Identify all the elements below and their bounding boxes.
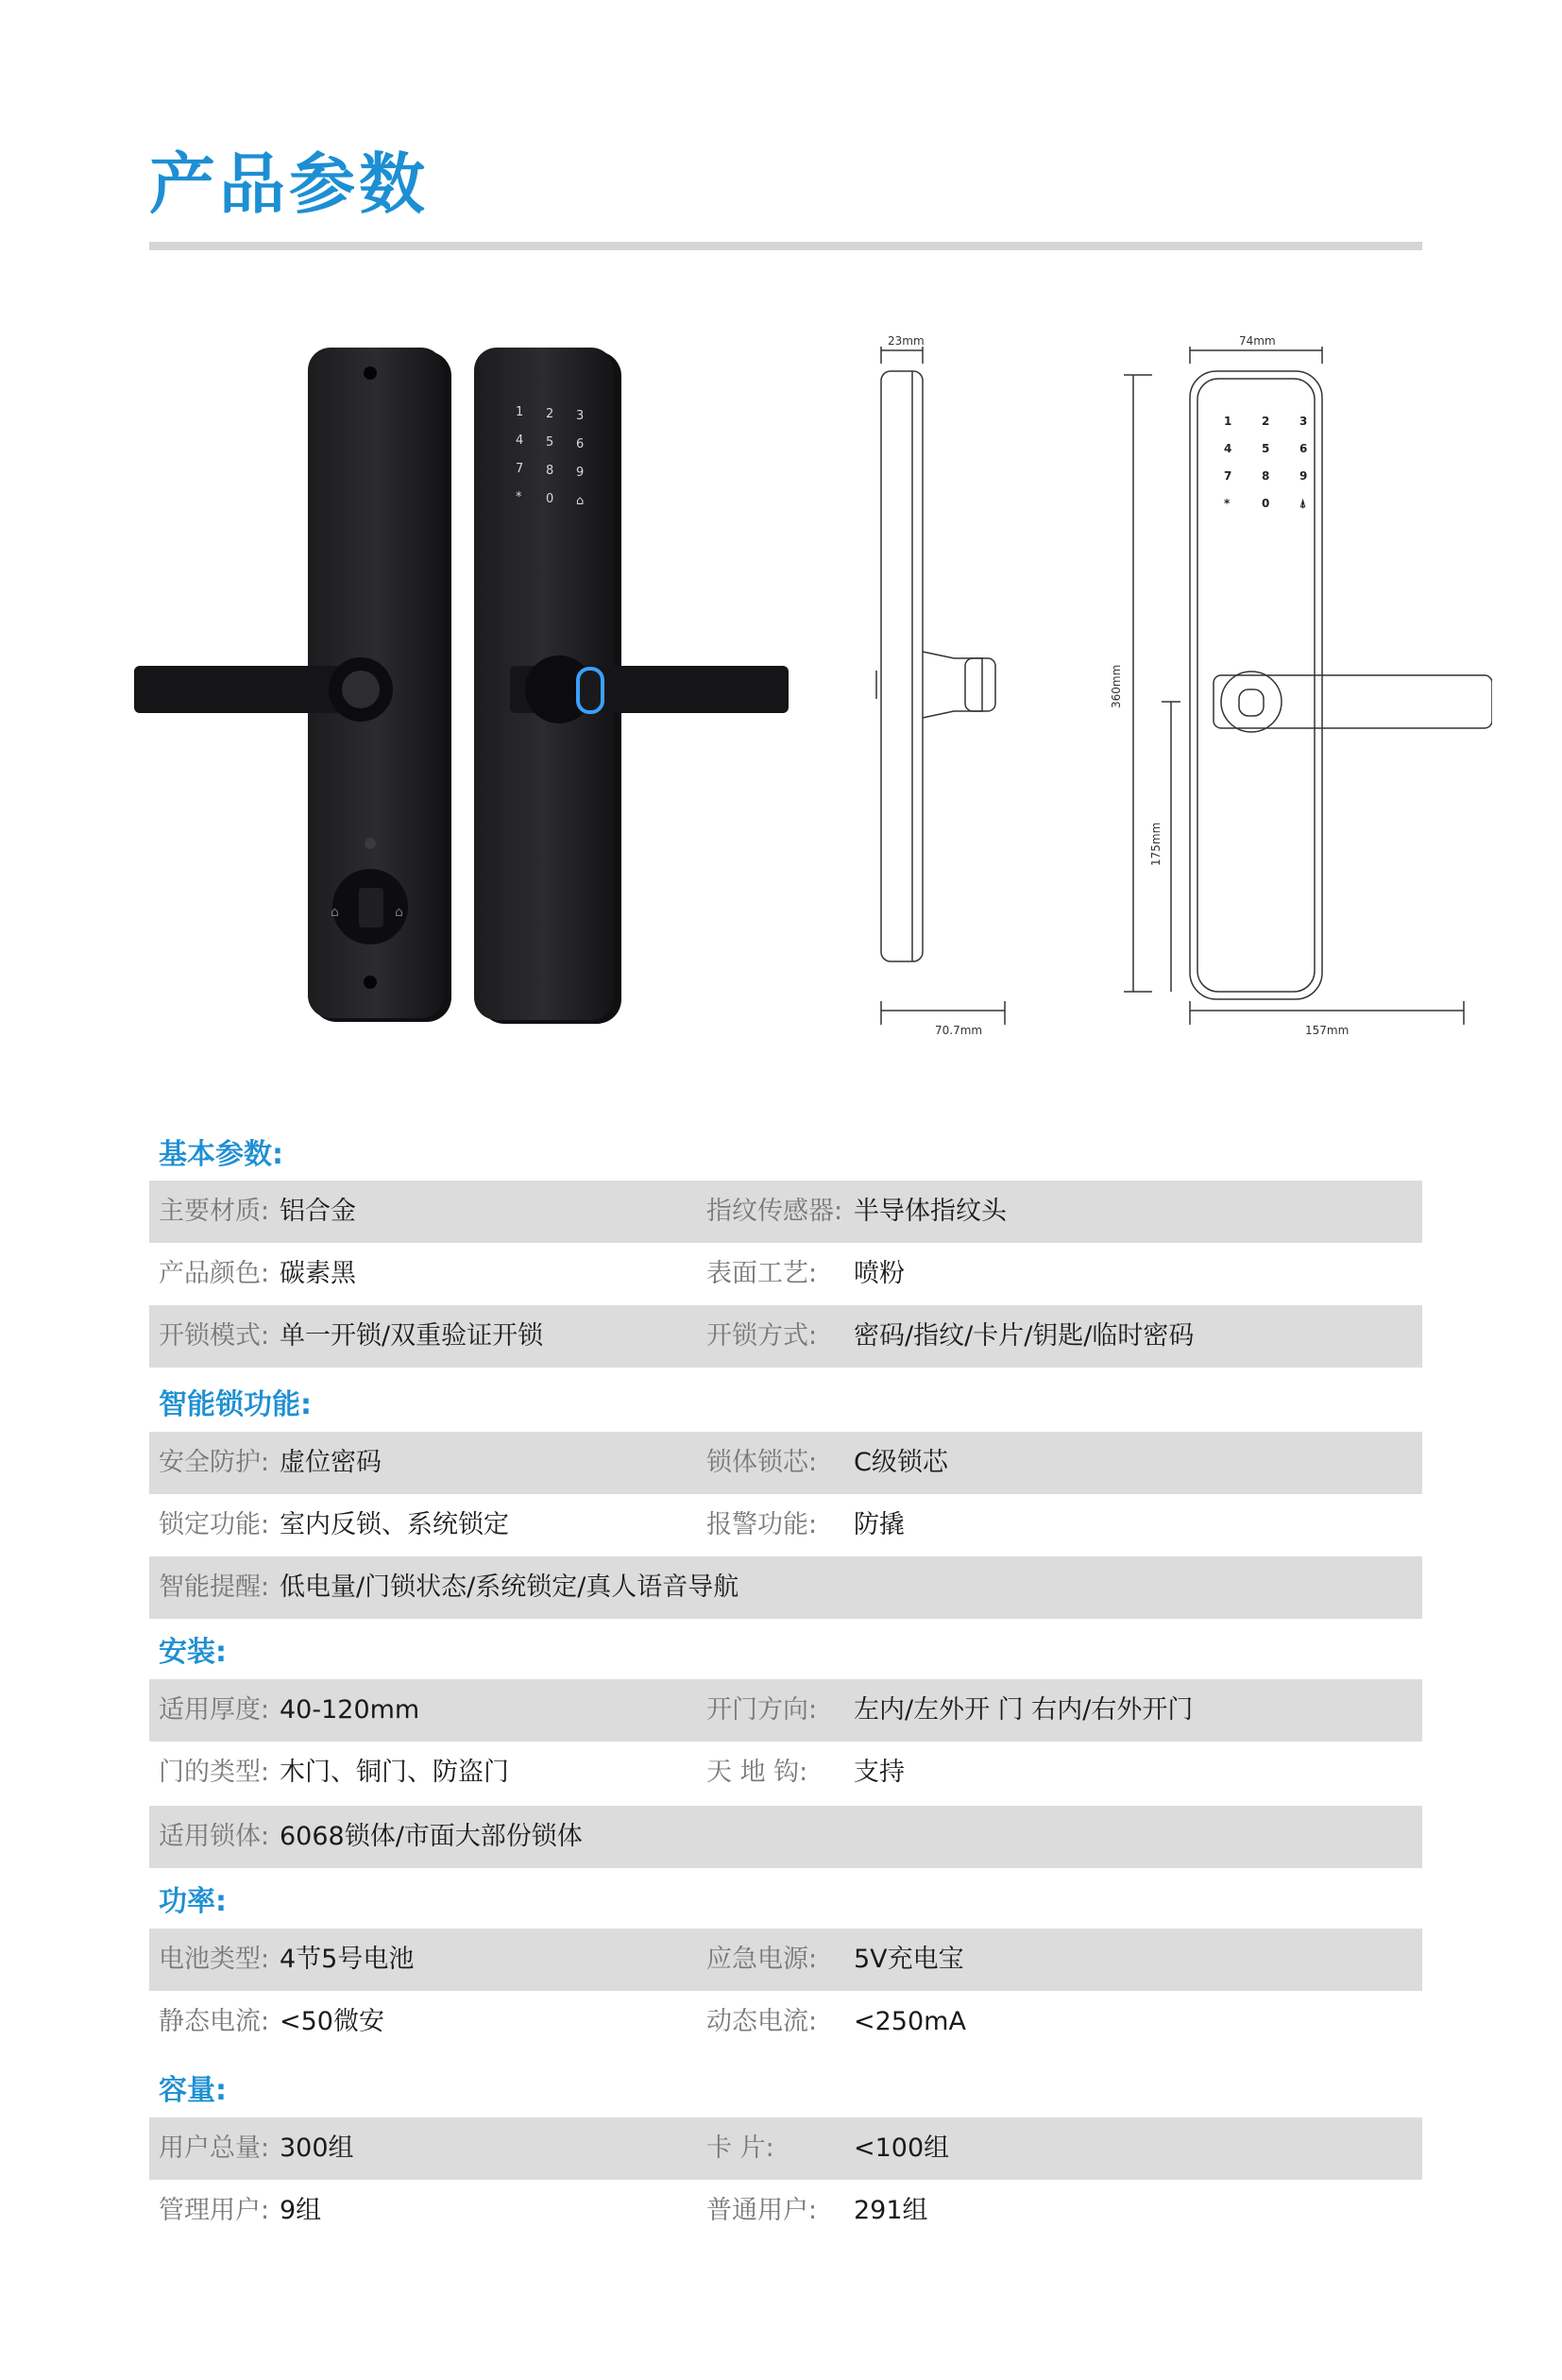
svg-text:2: 2	[546, 407, 554, 421]
spec-row	[149, 1181, 1422, 1243]
spec-key: 智能提醒:	[159, 1572, 270, 1602]
interior-panel	[134, 348, 451, 1022]
dim-handle-height: 175mm	[1149, 822, 1163, 866]
section-title: 安装:	[159, 1636, 227, 1669]
spec-value: 支持	[854, 1758, 905, 1787]
spec-key: 锁定功能:	[159, 1510, 270, 1539]
keypad-key: 5	[1262, 442, 1270, 455]
spec-value: 密码/指纹/卡片/钥匙/临时密码	[854, 1321, 1195, 1351]
spec-row	[149, 1742, 1422, 1804]
spec-row	[149, 2180, 1422, 2242]
spec-row	[149, 2117, 1422, 2180]
spec-value: 9组	[280, 2196, 322, 2225]
product-photo	[123, 340, 803, 1029]
spec-row	[149, 1929, 1422, 1991]
svg-text:1: 1	[516, 405, 524, 419]
spec-key: 用户总量:	[159, 2134, 270, 2163]
spec-key: 天 地 钩:	[706, 1758, 808, 1787]
section-title: 基本参数:	[159, 1138, 283, 1171]
svg-text:5: 5	[546, 435, 554, 450]
keypad-key: 7	[1224, 469, 1232, 483]
keypad-key: 8	[1262, 469, 1270, 483]
keypad-key: ⍋	[1299, 497, 1307, 510]
spec-key: 开锁模式:	[159, 1321, 270, 1351]
spec-key: 应急电源:	[706, 1945, 818, 1974]
spec-key: 报警功能:	[706, 1510, 818, 1539]
spec-value: <100组	[854, 2134, 950, 2163]
spec-row	[149, 1494, 1422, 1556]
spec-value: 低电量/门锁状态/系统锁定/真人语音导航	[280, 1572, 739, 1602]
spec-value: 木门、铜门、防盗门	[280, 1758, 509, 1787]
spec-key: 卡 片:	[706, 2134, 774, 2163]
dim-depth: 70.7mm	[935, 1024, 983, 1037]
spec-key: 管理用户:	[159, 2196, 270, 2225]
keypad-key: 3	[1299, 415, 1308, 428]
spec-row	[149, 1305, 1422, 1368]
dim-handle-length: 157mm	[1305, 1024, 1350, 1037]
spec-key: 产品颜色:	[159, 1259, 270, 1288]
spec-row	[149, 1991, 1422, 2053]
spec-value: 4节5号电池	[280, 1945, 415, 1974]
spec-row	[149, 1432, 1422, 1494]
spec-key: 锁体锁芯:	[706, 1448, 818, 1477]
spec-value: 6068锁体/市面大部份锁体	[280, 1822, 583, 1851]
spec-row	[149, 1556, 1422, 1619]
svg-text:8: 8	[546, 464, 554, 478]
spec-value: 虚位密码	[280, 1448, 382, 1477]
svg-text:3: 3	[576, 409, 585, 423]
spec-value: 291组	[854, 2196, 928, 2225]
spec-row	[149, 1806, 1422, 1868]
keypad-key: 9	[1299, 469, 1308, 483]
spec-key: 电池类型:	[159, 1945, 270, 1974]
title-divider	[149, 242, 1422, 250]
dimension-drawing	[850, 326, 1492, 1044]
spec-key: 开锁方式:	[706, 1321, 818, 1351]
spec-value: 室内反锁、系统锁定	[280, 1510, 509, 1539]
section-title: 功率:	[159, 1885, 227, 1918]
keypad-key: 0	[1262, 497, 1270, 510]
section-title: 智能锁功能:	[159, 1388, 312, 1421]
spec-key: 主要材质:	[159, 1197, 270, 1226]
spec-value: 铝合金	[280, 1197, 356, 1226]
spec-key: 表面工艺:	[706, 1259, 818, 1288]
spec-value: 40-120mm	[280, 1695, 420, 1725]
spec-value: 碳素黑	[280, 1259, 356, 1288]
spec-row	[149, 1679, 1422, 1742]
spec-key: 静态电流:	[159, 2007, 270, 2036]
svg-text:0: 0	[546, 492, 554, 506]
svg-text:⌂: ⌂	[395, 905, 403, 920]
svg-text:6: 6	[576, 437, 585, 451]
svg-text:9: 9	[576, 466, 585, 480]
spec-value: 5V充电宝	[854, 1945, 964, 1974]
keypad-key: *	[1224, 497, 1231, 510]
spec-value: 半导体指纹头	[854, 1197, 1007, 1226]
spec-value: C级锁芯	[854, 1448, 948, 1477]
spec-key: 安全防护:	[159, 1448, 270, 1477]
keypad-key: 6	[1299, 442, 1308, 455]
spec-value: 防撬	[854, 1510, 905, 1539]
page-title: 产品参数	[149, 145, 429, 223]
spec-key: 指纹传感器:	[706, 1197, 843, 1226]
keypad-drawing	[1224, 415, 1307, 510]
svg-text:7: 7	[516, 462, 524, 476]
spec-row	[149, 1243, 1422, 1305]
svg-text:⌂: ⌂	[331, 905, 339, 920]
exterior-panel	[474, 348, 789, 1024]
svg-text:4: 4	[516, 434, 524, 448]
section-title: 容量:	[159, 2074, 227, 2107]
spec-key: 门的类型:	[159, 1758, 270, 1787]
spec-value: <250mA	[854, 2007, 966, 2036]
spec-key: 普通用户:	[706, 2196, 818, 2225]
dim-width: 74mm	[1239, 334, 1276, 348]
spec-key: 适用锁体:	[159, 1822, 270, 1851]
keypad-key: 1	[1224, 415, 1232, 428]
spec-key: 动态电流:	[706, 2007, 818, 2036]
dim-thickness: 23mm	[888, 334, 925, 348]
dim-height: 360mm	[1110, 664, 1123, 708]
spec-key: 适用厚度:	[159, 1695, 270, 1725]
svg-text:⌂: ⌂	[576, 494, 585, 508]
spec-value: <50微安	[280, 2007, 384, 2036]
keypad-key: 4	[1224, 442, 1232, 455]
spec-key: 开门方向:	[706, 1695, 818, 1725]
keypad-key: 2	[1262, 415, 1270, 428]
spec-value: 单一开锁/双重验证开锁	[280, 1321, 544, 1351]
svg-text:*: *	[516, 490, 522, 504]
spec-value: 左内/左外开 门 右内/右外开门	[854, 1695, 1194, 1725]
spec-value: 300组	[280, 2134, 354, 2163]
spec-value: 喷粉	[854, 1259, 905, 1288]
